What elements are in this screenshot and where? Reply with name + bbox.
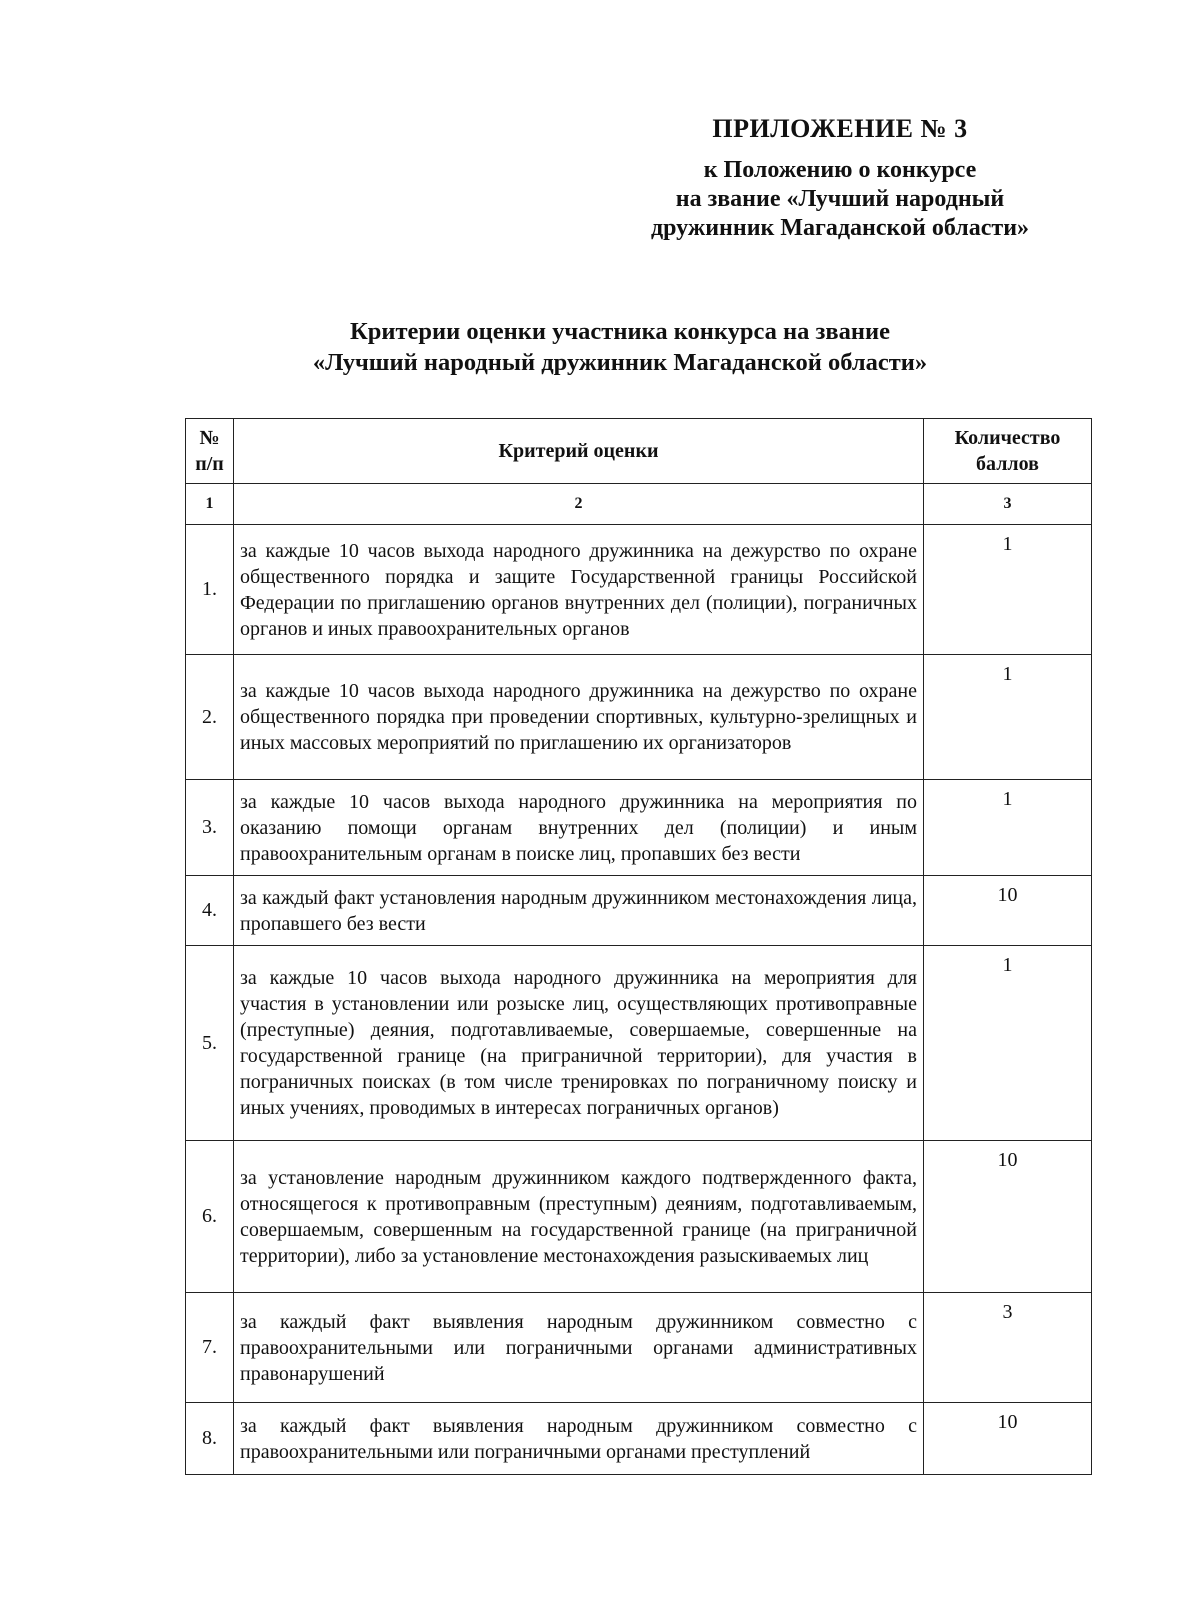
row-number: 3. — [186, 780, 234, 876]
document-title-line: Критерии оценки участника конкурса на звание — [350, 318, 890, 345]
table-row — [186, 525, 1092, 655]
table-row — [186, 655, 1092, 780]
row-number: 4. — [186, 876, 234, 946]
appendix-subtitle-line: дружинник Магаданской области» — [650, 215, 1030, 241]
row-number: 2. — [186, 655, 234, 780]
row-criterion: за каждые 10 часов выхода народного дружинника на дежурство по охране общественного порядка и защите Государственной границы Российской Федерации по приглашению органов внутренних дел (полиции), пограничных органов и иных правоохранительных органов — [234, 525, 924, 655]
table-row — [186, 876, 1092, 946]
document-title-line: «Лучший народный дружинник Магаданской области» — [312, 349, 928, 376]
row-number: 6. — [186, 1141, 234, 1293]
column-number-row — [186, 484, 1092, 525]
row-points: 3 — [924, 1293, 1092, 1403]
row-criterion: за каждый факт выявления народным дружинником совместно с правоохранительными или пограничными органами преступлений — [234, 1403, 924, 1475]
appendix-header — [600, 112, 1080, 243]
row-number: 7. — [186, 1293, 234, 1403]
appendix-subtitle-line: на звание «Лучший народный — [675, 186, 1005, 212]
column-number: 3 — [924, 484, 1092, 525]
table-header-row — [186, 419, 1092, 484]
table-row — [186, 1403, 1092, 1475]
row-criterion: за каждый факт выявления народным дружинником совместно с правоохранительными или пограничными органами административных правонарушений — [234, 1293, 924, 1403]
table-row — [186, 1141, 1092, 1293]
row-points: 1 — [924, 946, 1092, 1141]
column-number: 2 — [234, 484, 924, 525]
appendix-title: ПРИЛОЖЕНИЕ № 3 — [712, 114, 968, 143]
row-points: 10 — [924, 876, 1092, 946]
document-title — [180, 316, 1060, 378]
appendix-subtitle-line: к Положению о конкурсе — [703, 157, 977, 183]
row-points: 1 — [924, 525, 1092, 655]
row-points: 10 — [924, 1141, 1092, 1293]
header-number: № п/п — [186, 419, 234, 484]
column-number: 1 — [186, 484, 234, 525]
row-number: 8. — [186, 1403, 234, 1475]
row-points: 1 — [924, 655, 1092, 780]
row-number: 1. — [186, 525, 234, 655]
criteria-table — [185, 418, 1092, 1475]
table-row — [186, 1293, 1092, 1403]
row-points: 1 — [924, 780, 1092, 876]
row-number: 5. — [186, 946, 234, 1141]
appendix-subtitle — [600, 156, 1080, 243]
table-row — [186, 780, 1092, 876]
header-criterion: Критерий оценки — [234, 419, 924, 484]
table-row — [186, 946, 1092, 1141]
header-points: Количество баллов — [924, 419, 1092, 484]
row-criterion: за каждые 10 часов выхода народного дружинника на дежурство по охране общественного порядка при проведении спортивных, культурно-зрелищных и иных массовых мероприятий по приглашению их организаторов — [234, 655, 924, 780]
row-criterion: за каждые 10 часов выхода народного дружинника на мероприятия для участия в установлении или розыске лиц, осуществляющих противоправные (преступные) деяния, подготавливаемые, совершаемые, совершенные на государственной границе (на приграничной территории), для участия в пограничных поисках (в том числе тренировках по пограничному поиску и иных учениях, проводимых в интересах пограничных органов) — [234, 946, 924, 1141]
row-criterion: за каждые 10 часов выхода народного дружинника на мероприятия по оказанию помощи органам внутренних дел (полиции) и иным правоохранительным органам в поиске лиц, пропавших без вести — [234, 780, 924, 876]
row-criterion: за каждый факт установления народным дружинником местонахождения лица, пропавшего без вести — [234, 876, 924, 946]
row-criterion: за установление народным дружинником каждого подтвержденного факта, относящегося к противоправным (преступным) деяниям, подготавливаемым, совершаемым, совершенным на государственной границе (на приграничной территории), либо за установление местонахождения разыскиваемых лиц — [234, 1141, 924, 1293]
row-points: 10 — [924, 1403, 1092, 1475]
